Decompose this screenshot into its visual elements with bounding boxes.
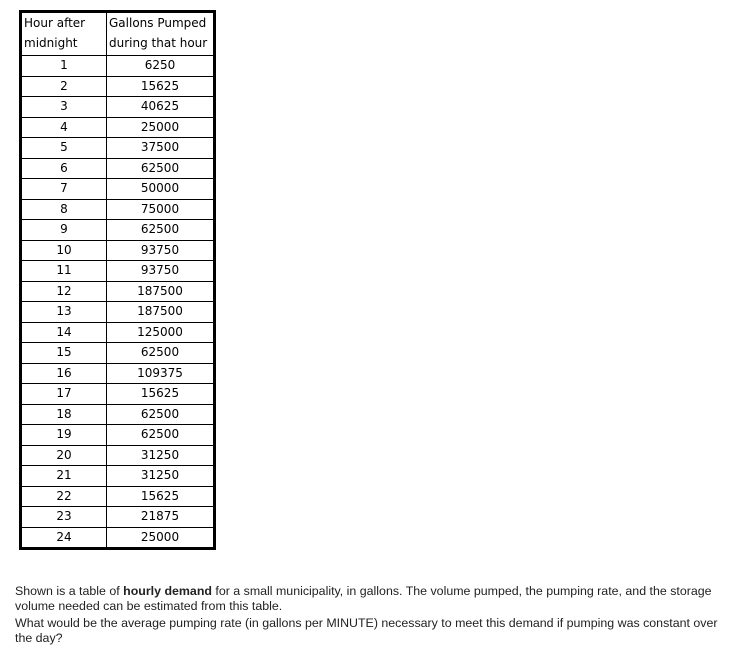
table-row xyxy=(21,302,215,323)
table-header-row xyxy=(21,12,215,56)
table-row xyxy=(21,281,215,302)
table-row xyxy=(21,404,215,425)
gallons-cell: 187500 xyxy=(107,281,215,302)
table-row xyxy=(21,425,215,446)
gallons-cell: 62500 xyxy=(107,343,215,364)
question-intro xyxy=(15,584,720,614)
gallons-cell: 31250 xyxy=(107,466,215,487)
hour-cell: 1 xyxy=(21,56,107,77)
intro-text-bold: hourly demand xyxy=(123,584,212,598)
table-row xyxy=(21,76,215,97)
gallons-cell: 40625 xyxy=(107,97,215,118)
hour-cell: 2 xyxy=(21,76,107,97)
table-row xyxy=(21,158,215,179)
gallons-cell: 62500 xyxy=(107,220,215,241)
hour-cell: 17 xyxy=(21,384,107,405)
hour-cell: 21 xyxy=(21,466,107,487)
hourly-demand-table xyxy=(19,10,216,550)
gallons-cell: 187500 xyxy=(107,302,215,323)
hour-cell: 9 xyxy=(21,220,107,241)
gallons-cell: 25000 xyxy=(107,527,215,549)
intro-text-after: for a small municipality, in gallons. The volume pumped, the pumping rate, and the storage volume needed can be estimated from this table. xyxy=(15,584,712,613)
table-body xyxy=(21,56,215,549)
hour-cell: 12 xyxy=(21,281,107,302)
table-row xyxy=(21,384,215,405)
table-row xyxy=(21,138,215,159)
hour-cell: 24 xyxy=(21,527,107,549)
header-gallons-pumped: Gallons Pumped during that hour xyxy=(107,12,215,56)
gallons-cell: 62500 xyxy=(107,404,215,425)
table-row xyxy=(21,56,215,77)
gallons-cell: 50000 xyxy=(107,179,215,200)
table-row xyxy=(21,486,215,507)
gallons-cell: 93750 xyxy=(107,240,215,261)
intro-text-before: Shown is a table of xyxy=(15,584,124,598)
table-row xyxy=(21,220,215,241)
hour-cell: 10 xyxy=(21,240,107,261)
gallons-cell: 37500 xyxy=(107,138,215,159)
table-row xyxy=(21,179,215,200)
gallons-cell: 15625 xyxy=(107,486,215,507)
hour-cell: 5 xyxy=(21,138,107,159)
gallons-cell: 125000 xyxy=(107,322,215,343)
gallons-cell: 15625 xyxy=(107,76,215,97)
hour-cell: 22 xyxy=(21,486,107,507)
table-row xyxy=(21,97,215,118)
table-row xyxy=(21,117,215,138)
gallons-cell: 109375 xyxy=(107,363,215,384)
hour-cell: 6 xyxy=(21,158,107,179)
hour-cell: 11 xyxy=(21,261,107,282)
hour-cell: 18 xyxy=(21,404,107,425)
hour-cell: 23 xyxy=(21,507,107,528)
hour-cell: 14 xyxy=(21,322,107,343)
header-hour-after-midnight: Hour after midnight xyxy=(21,12,107,56)
question-prompt: What would be the average pumping rate (in gallons per MINUTE) necessary to meet this demand if pumping was constant over the day? xyxy=(15,616,718,645)
hour-cell: 8 xyxy=(21,199,107,220)
question-text xyxy=(15,584,720,648)
hour-cell: 7 xyxy=(21,179,107,200)
table-row xyxy=(21,445,215,466)
gallons-cell: 93750 xyxy=(107,261,215,282)
gallons-cell: 62500 xyxy=(107,158,215,179)
hour-cell: 15 xyxy=(21,343,107,364)
hour-cell: 4 xyxy=(21,117,107,138)
gallons-cell: 62500 xyxy=(107,425,215,446)
table-row xyxy=(21,199,215,220)
hour-cell: 3 xyxy=(21,97,107,118)
table-row xyxy=(21,343,215,364)
hour-cell: 16 xyxy=(21,363,107,384)
gallons-cell: 21875 xyxy=(107,507,215,528)
table-row xyxy=(21,261,215,282)
table-row xyxy=(21,466,215,487)
gallons-cell: 15625 xyxy=(107,384,215,405)
gallons-cell: 31250 xyxy=(107,445,215,466)
table-row xyxy=(21,363,215,384)
gallons-cell: 6250 xyxy=(107,56,215,77)
hour-cell: 20 xyxy=(21,445,107,466)
hour-cell: 13 xyxy=(21,302,107,323)
gallons-cell: 75000 xyxy=(107,199,215,220)
hour-cell: 19 xyxy=(21,425,107,446)
table-row xyxy=(21,527,215,549)
table-row xyxy=(21,322,215,343)
gallons-cell: 25000 xyxy=(107,117,215,138)
table-row xyxy=(21,240,215,261)
table-row xyxy=(21,507,215,528)
